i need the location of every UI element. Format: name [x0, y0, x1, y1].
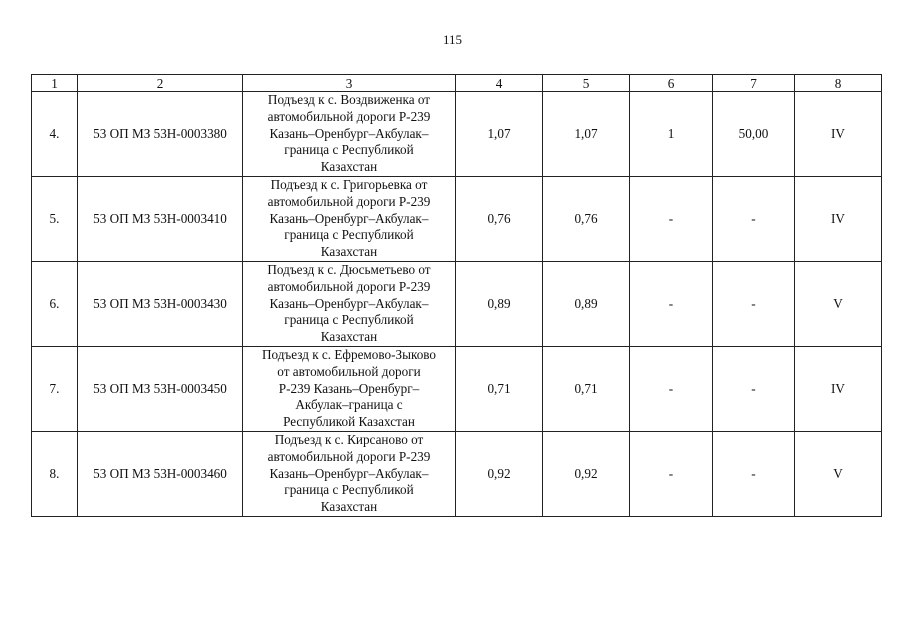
road-name-line: автомобильной дороги Р-239 — [267, 108, 431, 124]
cell-col5: 0,92 — [543, 432, 630, 517]
row-number: 7. — [32, 347, 78, 432]
road-name-line: Казахстан — [320, 244, 378, 260]
cell-col6: - — [630, 262, 713, 347]
road-name-line: Р-239 Казань–Оренбург– — [278, 380, 420, 396]
header-row — [32, 75, 882, 92]
road-name-line: Казань–Оренбург–Акбулак– — [269, 125, 429, 141]
cell-col6: 1 — [630, 92, 713, 177]
road-name-line: граница с Республикой — [284, 312, 414, 328]
road-name-line: Подъезд к с. Григорьевка от — [270, 177, 428, 192]
col-header-1: 1 — [32, 75, 78, 92]
road-code: 53 ОП МЗ 53Н-0003380 — [78, 92, 243, 177]
cell-col6: - — [630, 177, 713, 262]
cell-col8: V — [795, 262, 882, 347]
road-name — [243, 347, 456, 432]
road-name — [243, 92, 456, 177]
row-number: 8. — [32, 432, 78, 517]
cell-col8: IV — [795, 92, 882, 177]
road-name-line: автомобильной дороги Р-239 — [267, 193, 431, 209]
road-name-line: Республикой Казахстан — [283, 414, 415, 430]
road-name — [243, 262, 456, 347]
cell-col8: V — [795, 432, 882, 517]
cell-col7: 50,00 — [713, 92, 795, 177]
col-header-5: 5 — [543, 75, 630, 92]
cell-col8: IV — [795, 347, 882, 432]
road-name-line: автомобильной дороги Р-239 — [267, 448, 431, 464]
road-name-line: Подъезд к с. Ефремово-Зыково — [261, 347, 437, 362]
road-name-line: Казань–Оренбург–Акбулак– — [269, 295, 429, 311]
cell-col4: 0,92 — [456, 432, 543, 517]
road-name — [243, 177, 456, 262]
row-number: 6. — [32, 262, 78, 347]
cell-col6: - — [630, 347, 713, 432]
road-name-line: граница с Республикой — [284, 227, 414, 243]
col-header-4: 4 — [456, 75, 543, 92]
table-row — [32, 92, 882, 177]
road-name-line: Казахстан — [320, 329, 378, 345]
table-row — [32, 432, 882, 517]
cell-col5: 0,71 — [543, 347, 630, 432]
road-name-line: Акбулак–граница с — [295, 397, 403, 413]
road-name-line: граница с Республикой — [284, 142, 414, 158]
col-header-8: 8 — [795, 75, 882, 92]
cell-col5: 0,76 — [543, 177, 630, 262]
cell-col8: IV — [795, 177, 882, 262]
road-name-line: Казахстан — [320, 499, 378, 515]
road-name-line: Казахстан — [320, 159, 378, 175]
cell-col4: 0,89 — [456, 262, 543, 347]
col-header-2: 2 — [78, 75, 243, 92]
road-code: 53 ОП МЗ 53Н-0003410 — [78, 177, 243, 262]
cell-col7: - — [713, 262, 795, 347]
row-number: 4. — [32, 92, 78, 177]
cell-col4: 0,76 — [456, 177, 543, 262]
road-code: 53 ОП МЗ 53Н-0003450 — [78, 347, 243, 432]
col-header-7: 7 — [713, 75, 795, 92]
road-name-line: Подъезд к с. Воздвиженка от — [267, 92, 431, 107]
row-number: 5. — [32, 177, 78, 262]
cell-col4: 0,71 — [456, 347, 543, 432]
page-number: 115 — [442, 32, 463, 47]
road-code: 53 ОП МЗ 53Н-0003460 — [78, 432, 243, 517]
road-name-line: от автомобильной дороги — [277, 363, 421, 379]
cell-col5: 0,89 — [543, 262, 630, 347]
table-row — [32, 347, 882, 432]
cell-col7: - — [713, 432, 795, 517]
table-row — [32, 262, 882, 347]
cell-col4: 1,07 — [456, 92, 543, 177]
road-name-line: Казань–Оренбург–Акбулак– — [269, 465, 429, 481]
road-name-line: Подъезд к с. Кирсаново от — [274, 432, 424, 447]
road-name-line: автомобильной дороги Р-239 — [267, 278, 431, 294]
table-row — [32, 177, 882, 262]
cell-col7: - — [713, 177, 795, 262]
road-name-line: граница с Республикой — [284, 482, 414, 498]
cell-col7: - — [713, 347, 795, 432]
cell-col5: 1,07 — [543, 92, 630, 177]
road-name — [243, 432, 456, 517]
roads-table — [31, 74, 882, 517]
road-name-line: Подъезд к с. Дюсьметьево от — [267, 262, 431, 277]
col-header-3: 3 — [243, 75, 456, 92]
road-code: 53 ОП МЗ 53Н-0003430 — [78, 262, 243, 347]
road-name-line: Казань–Оренбург–Акбулак– — [269, 210, 429, 226]
col-header-6: 6 — [630, 75, 713, 92]
cell-col6: - — [630, 432, 713, 517]
